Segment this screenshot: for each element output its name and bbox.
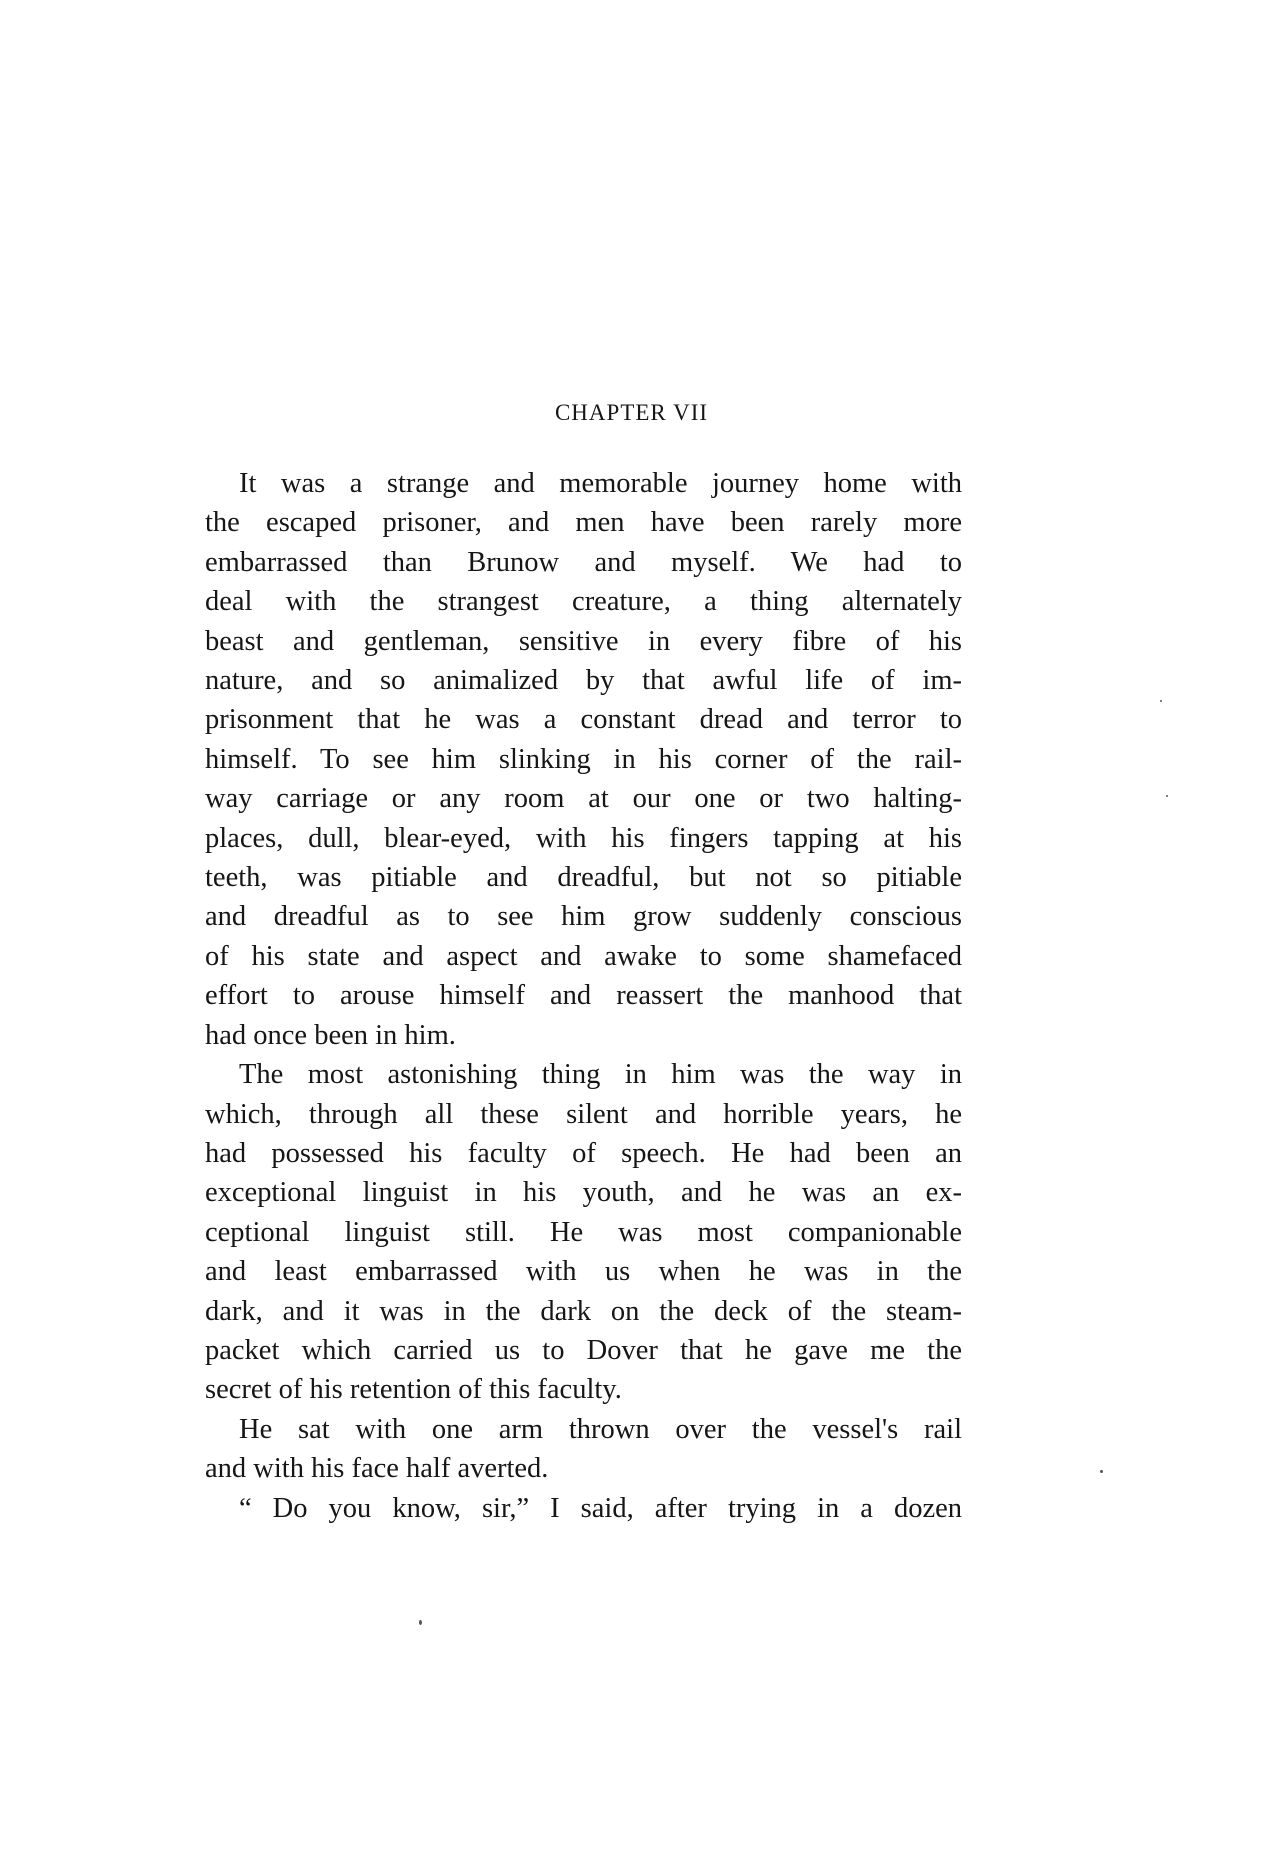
text-line: packet which carried us to Dover that he gave me the bbox=[205, 1334, 962, 1366]
paragraph-2 bbox=[205, 1055, 962, 1410]
text-line: secret of his retention of this faculty. bbox=[205, 1374, 622, 1406]
text-line: nature, and so animalized by that awful life of im- bbox=[205, 665, 962, 697]
text-line: and dreadful as to see him grow suddenly conscious bbox=[205, 901, 962, 933]
chapter-body bbox=[205, 464, 962, 1528]
text-line: He sat with one arm thrown over the vessel's rail bbox=[239, 1413, 962, 1445]
text-line: prisonment that he was a constant dread and terror to bbox=[205, 704, 962, 736]
text-line: had possessed his faculty of speech. He had been an bbox=[205, 1137, 962, 1169]
text-line: ceptional linguist still. He was most companionable bbox=[205, 1216, 962, 1248]
text-line: dark, and it was in the dark on the deck of the steam- bbox=[205, 1295, 962, 1327]
text-line: effort to arouse himself and reassert the manhood that bbox=[205, 980, 962, 1012]
text-line: It was a strange and memorable journey home with bbox=[239, 468, 962, 499]
paragraph-3 bbox=[205, 1410, 962, 1489]
text-line: deal with the strangest creature, a thing alternately bbox=[205, 586, 962, 618]
text-line: teeth, was pitiable and dreadful, but not so pitiable bbox=[205, 862, 962, 894]
text-line: way carriage or any room at our one or two halting- bbox=[205, 783, 962, 815]
scan-speck bbox=[1166, 795, 1168, 797]
scan-speck bbox=[419, 1620, 422, 1625]
text-line: himself. To see him slinking in his corner of the rail- bbox=[205, 743, 962, 775]
text-line: had once been in him. bbox=[205, 1019, 456, 1051]
text-line: of his state and aspect and awake to some shamefaced bbox=[205, 940, 962, 972]
paragraph-4 bbox=[205, 1489, 962, 1528]
paragraph-1 bbox=[205, 464, 962, 1055]
text-line: and least embarrassed with us when he was in the bbox=[205, 1256, 962, 1288]
text-line: The most astonishing thing in him was the way in bbox=[239, 1059, 962, 1091]
scan-speck bbox=[1100, 1470, 1103, 1473]
text-line: places, dull, blear-eyed, with his fingers tapping at his bbox=[205, 822, 962, 854]
scan-speck bbox=[1160, 700, 1162, 702]
text-line: and with his face half averted. bbox=[205, 1453, 549, 1485]
text-line: the escaped prisoner, and men have been rarely more bbox=[205, 507, 962, 539]
text-line: embarrassed than Brunow and myself. We had to bbox=[205, 546, 962, 578]
text-line: “ Do you know, sir,” I said, after trying in a dozen bbox=[239, 1492, 962, 1524]
chapter-title: CHAPTER VII bbox=[554, 400, 709, 425]
text-line: beast and gentleman, sensitive in every fibre of his bbox=[205, 625, 962, 657]
text-line: exceptional linguist in his youth, and he was an ex- bbox=[205, 1177, 962, 1209]
text-line: which, through all these silent and horrible years, he bbox=[205, 1098, 962, 1130]
